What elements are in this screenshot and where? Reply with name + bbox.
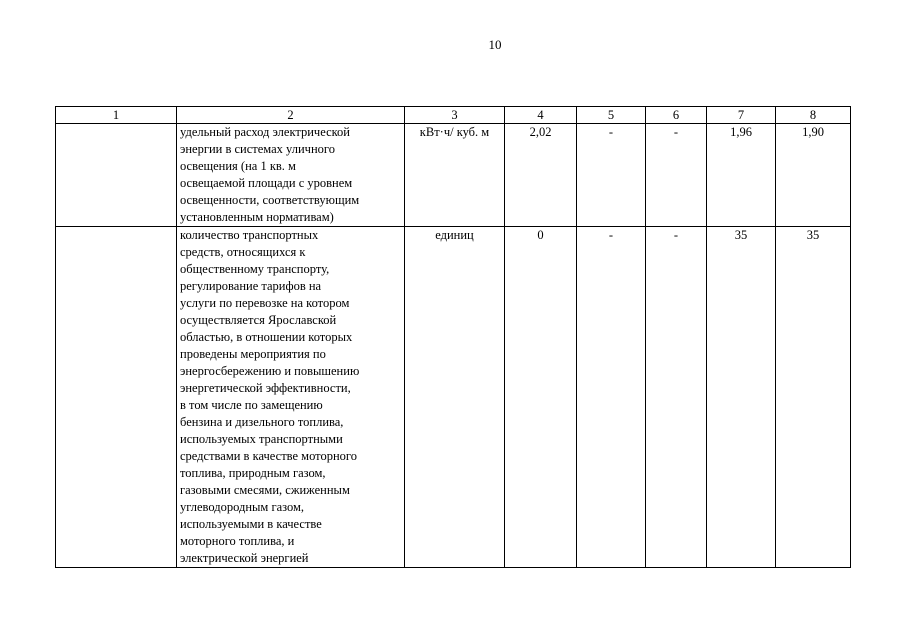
description-line: удельный расход электрической (180, 125, 351, 139)
description-line: электрической энергией (180, 551, 309, 565)
cell-unit: кВт·ч/ куб. м (405, 124, 505, 227)
header-col-6: 6 (646, 107, 707, 124)
description-line: используемых транспортными (180, 432, 343, 446)
header-col-3: 3 (405, 107, 505, 124)
description-line: моторного топлива, и (180, 534, 295, 548)
header-col-7: 7 (707, 107, 776, 124)
description-line: установленным нормативам) (180, 210, 334, 224)
description-line: энергии в системах уличного (180, 142, 335, 156)
cell-col-1 (56, 124, 177, 227)
description-line: энергосбережению и повышению (180, 364, 360, 378)
cell-col-6: - (646, 227, 707, 568)
header-col-1: 1 (56, 107, 177, 124)
description-line: освещенности, соответствующим (180, 193, 360, 207)
cell-col-7: 1,96 (707, 124, 776, 227)
table-row (56, 227, 851, 568)
description-line: осуществляется Ярославской (180, 313, 337, 327)
header-col-2: 2 (177, 107, 405, 124)
header-col-8: 8 (776, 107, 851, 124)
description-line: регулирование тарифов на (180, 279, 322, 293)
description-line: углеводородным газом, (180, 500, 305, 514)
description-line: количество транспортных (180, 228, 319, 242)
header-col-4: 4 (505, 107, 577, 124)
cell-col-4: 2,02 (505, 124, 577, 227)
description-line: средств, относящихся к (180, 245, 306, 259)
header-row (56, 107, 851, 124)
cell-col-8: 35 (776, 227, 851, 568)
cell-unit: единиц (405, 227, 505, 568)
description-line: энергетической эффективности, (180, 381, 351, 395)
table-row (56, 124, 851, 227)
page-number: 10 (488, 37, 502, 52)
cell-col-4: 0 (505, 227, 577, 568)
description-line: областью, в отношении которых (180, 330, 353, 344)
description-line: общественному транспорту, (180, 262, 330, 276)
cell-col-8: 1,90 (776, 124, 851, 227)
description-line: топлива, природным газом, (180, 466, 326, 480)
description-line: освещаемой площади с уровнем (180, 176, 353, 190)
cell-col-7: 35 (707, 227, 776, 568)
description-line: освещения (на 1 кв. м (180, 159, 296, 173)
cell-col-5: - (577, 124, 646, 227)
table-body (56, 124, 851, 568)
description-line: проведены мероприятия по (180, 347, 326, 361)
cell-description (177, 124, 405, 227)
indicators-table (55, 106, 851, 568)
cell-col-1 (56, 227, 177, 568)
description-line: бензина и дизельного топлива, (180, 415, 344, 429)
description-line: услуги по перевозке на котором (180, 296, 350, 310)
cell-col-5: - (577, 227, 646, 568)
cell-col-6: - (646, 124, 707, 227)
description-line: средствами в качестве моторного (180, 449, 357, 463)
cell-description (177, 227, 405, 568)
description-line: газовыми смесями, сжиженным (180, 483, 350, 497)
description-line: в том числе по замещению (180, 398, 323, 412)
description-line: используемыми в качестве (180, 517, 322, 531)
header-col-5: 5 (577, 107, 646, 124)
